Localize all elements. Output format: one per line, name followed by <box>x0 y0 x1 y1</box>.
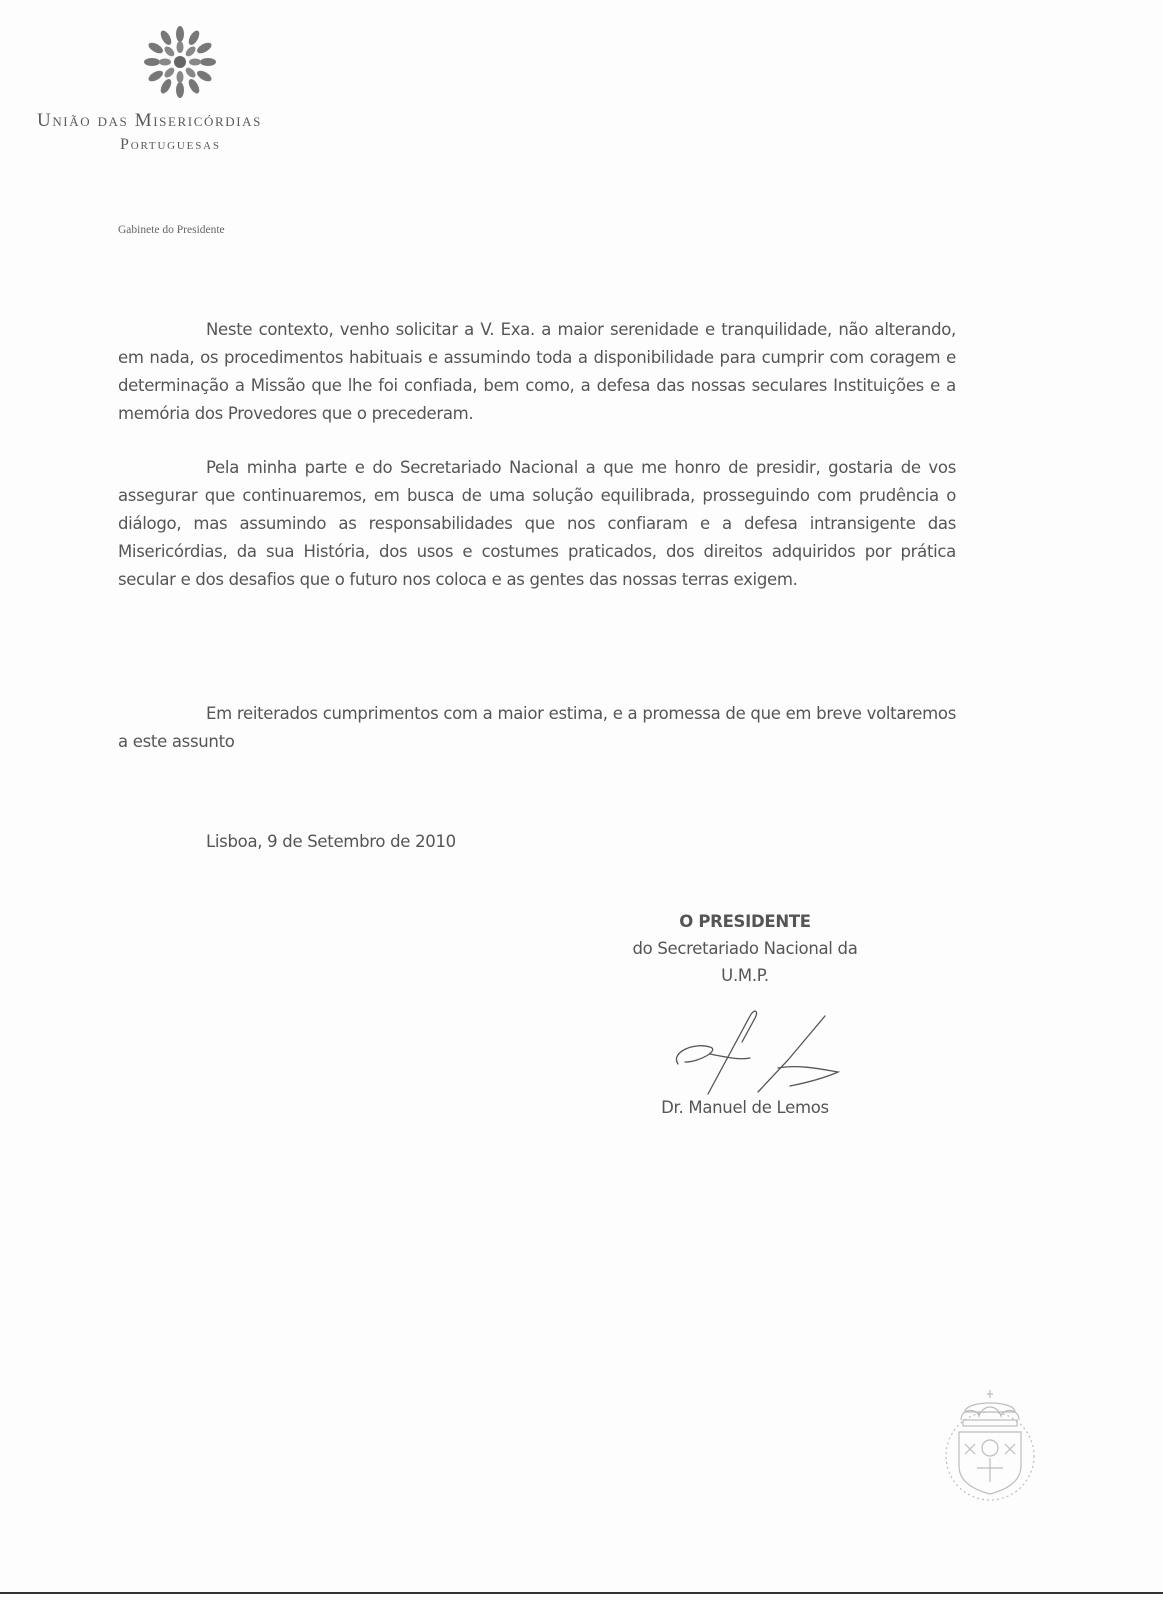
crown-seal-stamp <box>943 1386 1038 1504</box>
signer-title: O PRESIDENTE <box>679 912 811 931</box>
organization-subtitle: Portuguesas <box>120 136 221 153</box>
paragraph-assurance <box>118 454 956 594</box>
signer-name: Dr. Manuel de Lemos <box>661 1098 829 1117</box>
office-label: Gabinete do Presidente <box>118 224 225 236</box>
paragraph-closing <box>118 700 956 756</box>
paragraph-request <box>118 316 956 428</box>
signature-block <box>600 908 890 989</box>
paragraph-text: Em reiterados cumprimentos com a maior estima, e a promessa de que em breve voltaremos a este assunto <box>118 704 956 751</box>
flower-emblem-icon <box>140 22 220 100</box>
page-bottom-rule <box>0 1592 1163 1594</box>
paragraph-text: Pela minha parte e do Secretariado Nacional a que me honro de presidir, gostaria de vos assegurar que continuaremos, em busca de uma solução equilibrada, prosseguindo com prudência o diálogo, mas assumindo as responsabilidades que nos confiaram e a defesa intransigente das Misericórdias, da sua História, dos usos e costumes praticados, dos direitos adquiridos por prática secular e dos desafios que o futuro nos coloca e as gentes das nossas terras exigem. <box>118 458 956 589</box>
organization-name: União das Misericórdias <box>37 110 262 131</box>
paragraph-text: Neste contexto, venho solicitar a V. Exa. a maior serenidade e tranquilidade, não alterando, em nada, os procedimentos habituais e assumindo toda a disponibilidade para cumprir com coragem e determinação a Missão que lhe foi confiada, bem como, a defesa das nossas seculares Instituições e a memória dos Provedores que o precederam. <box>118 320 956 423</box>
signer-organization: U.M.P. <box>721 966 769 985</box>
signer-role: do Secretariado Nacional da <box>632 939 858 958</box>
date-place: Lisboa, 9 de Setembro de 2010 <box>206 832 456 851</box>
handwritten-signature <box>650 1002 860 1102</box>
